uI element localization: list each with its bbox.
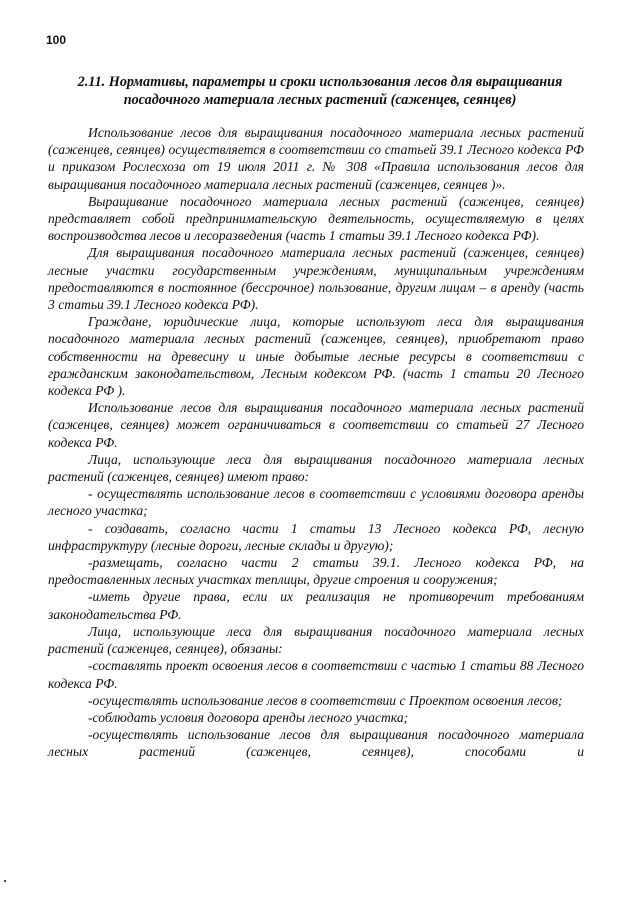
document-body <box>48 124 584 761</box>
scan-speck <box>4 880 6 882</box>
paragraph: Лица, использующие леса для выращивания посадочного материала лесных растений (саженцев, сеянцев) имеют право: <box>48 451 584 485</box>
list-item: -осуществлять использование лесов в соответствии с Проектом освоения лесов; <box>88 692 563 708</box>
list-item: -осуществлять использование лесов для выращивания посадочного материала лесных растений (саженцев, сеянцев), способами и <box>48 727 584 760</box>
list-item: - осуществлять использование лесов в соответствии с условиями договора аренды лесного участка; <box>48 486 584 519</box>
paragraph: Для выращивания посадочного материала лесных растений (саженцев, сеянцев) лесные участки государственным учреждениям, муниципальным учреждениям предоставляются в постоянное (бессрочное) пользование, другим лицам – в аренду (часть 3 статьи 39.1 Лесного кодекса РФ). <box>48 245 584 313</box>
list-item: -иметь другие права, если их реализация не противоречит требованиям законодательства РФ. <box>48 589 584 622</box>
paragraph: Использование лесов для выращивания посадочного материала лесных растений (саженцев, сеянцев) может ограничиваться в соответствии со статьей 27 Лесного кодекса РФ. <box>48 400 584 450</box>
list-item: -соблюдать условия договора аренды лесного участка; <box>88 709 409 725</box>
list-item: -составлять проект освоения лесов в соответствии с частью 1 статьи 88 Лесного кодекса РФ. <box>48 658 584 691</box>
paragraph: Выращивание посадочного материала лесных растений (саженцев, сеянцев) представляет собой предпринимательскую деятельность, осуществляемую в целях воспроизводства лесов и лесоразведения (часть 1 статьи 39.1 Лесного кодекса РФ). <box>48 193 584 244</box>
list-item: - создавать, согласно части 1 статьи 13 Лесного кодекса РФ, лесную инфраструктуру (лесные дороги, лесные склады и другую); <box>48 520 584 553</box>
section-heading: 2.11. Нормативы, параметры и сроки использования лесов для выращивания посадочного материала лесных растений (саженцев, сеянцев) <box>77 74 563 108</box>
list-item: -размещать, согласно части 2 статьи 39.1. Лесного кодекса РФ, на предоставленных лесных участках теплицы, другие строения и сооружения; <box>48 555 584 588</box>
page-number: 100 <box>46 33 67 47</box>
paragraph: Граждане, юридические лица, которые используют леса для выращивания посадочного материала лесных растений (саженцев, сеянцев), приобретают право собственности на древесину и иные добытые лесные ресурсы в соответствии с гражданским законодательством, Лесным кодексом РФ. (часть 1 статьи 20 Лесного кодекса РФ ). <box>48 314 584 399</box>
paragraph: Лица, использующие леса для выращивания посадочного материала лесных растений (саженцев, сеянцев), обязаны: <box>48 623 584 657</box>
paragraph: Использование лесов для выращивания посадочного материала лесных растений (саженцев, сеянцев) осуществляется в соответствии со статьей 39.1 Лесного кодекса РФ и приказом Рослесхоза от 19 июля 2011 г. № 308 «Правила использования лесов для выращивания посадочного материала лесных растений (саженцев, сеянцев )». <box>48 125 584 192</box>
